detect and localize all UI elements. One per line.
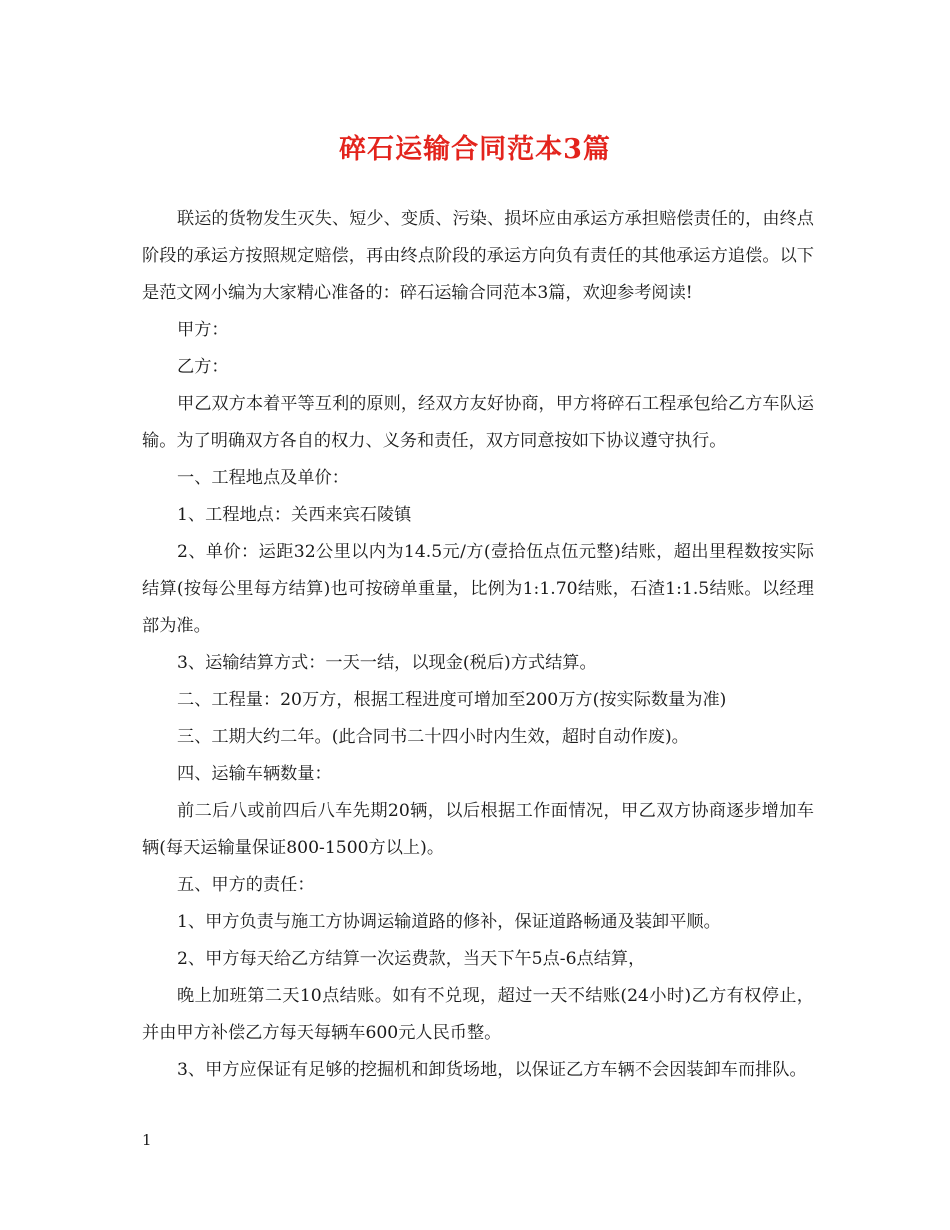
clause-paragraph: 前二后八或前四后八车先期20辆，以后根据工作面情况，甲乙双方协商逐步增加车辆(每天运输量保证800-1500方以上)。 xyxy=(142,801,814,858)
clause-paragraph: 2、单价：运距32公里以内为14.5元/方(壹拾伍点伍元整)结账，超出里程数按实际结算(按每公里每方结算)也可按磅单重量，比例为1:1.70结账，石渣1:1.5结账。以经理部为准。 xyxy=(142,542,814,636)
clause-paragraph: 1、工程地点：关西来宾石陵镇 xyxy=(177,505,412,525)
section-heading-1: 一、工程地点及单价： xyxy=(177,468,349,488)
document-body xyxy=(142,201,814,1089)
clause-paragraph: 1、甲方负责与施工方协调运输道路的修补，保证道路畅通及装卸平顺。 xyxy=(177,912,721,932)
clause-paragraph: 3、运输结算方式：一天一结，以现金(税后)方式结算。 xyxy=(177,653,597,673)
clause-paragraph: 2、甲方每天给乙方结算一次运费款，当天下午5点-6点结算， xyxy=(177,949,646,969)
agreement-paragraph: 甲乙双方本着平等互利的原则，经双方友好协商，甲方将碎石工程承包给乙方车队运输。为了明确双方各自的权力、义务和责任，双方同意按如下协议遵守执行。 xyxy=(142,394,814,451)
section-heading-3: 三、工期大约二年。(此合同书二十四小时内生效，超时自动作废)。 xyxy=(177,727,689,747)
section-heading-4: 四、运输车辆数量： xyxy=(177,764,332,784)
clause-paragraph: 晚上加班第二天10点结账。如有不兑现，超过一天不结账(24小时)乙方有权停止，并由甲方补偿乙方每天每辆车600元人民币整。 xyxy=(142,986,814,1043)
section-heading-5: 五、甲方的责任： xyxy=(177,875,315,895)
party-a-line: 甲方： xyxy=(177,320,229,340)
section-heading-2: 二、工程量：20万方，根据工程进度可增加至200万方(按实际数量为准) xyxy=(177,690,727,710)
intro-paragraph: 联运的货物发生灭失、短少、变质、污染、损坏应由承运方承担赔偿责任的，由终点阶段的承运方按照规定赔偿，再由终点阶段的承运方向负有责任的其他承运方追偿。以下是范文网小编为大家精心准备的：碎石运输合同范本3篇，欢迎参考阅读! xyxy=(142,209,814,303)
document-title: 碎石运输合同范本3篇 xyxy=(339,134,611,165)
page-number: 1 xyxy=(142,1131,152,1149)
clause-paragraph: 3、甲方应保证有足够的挖掘机和卸货场地，以保证乙方车辆不会因装卸车而排队。 xyxy=(177,1060,807,1080)
party-b-line: 乙方： xyxy=(177,357,229,377)
